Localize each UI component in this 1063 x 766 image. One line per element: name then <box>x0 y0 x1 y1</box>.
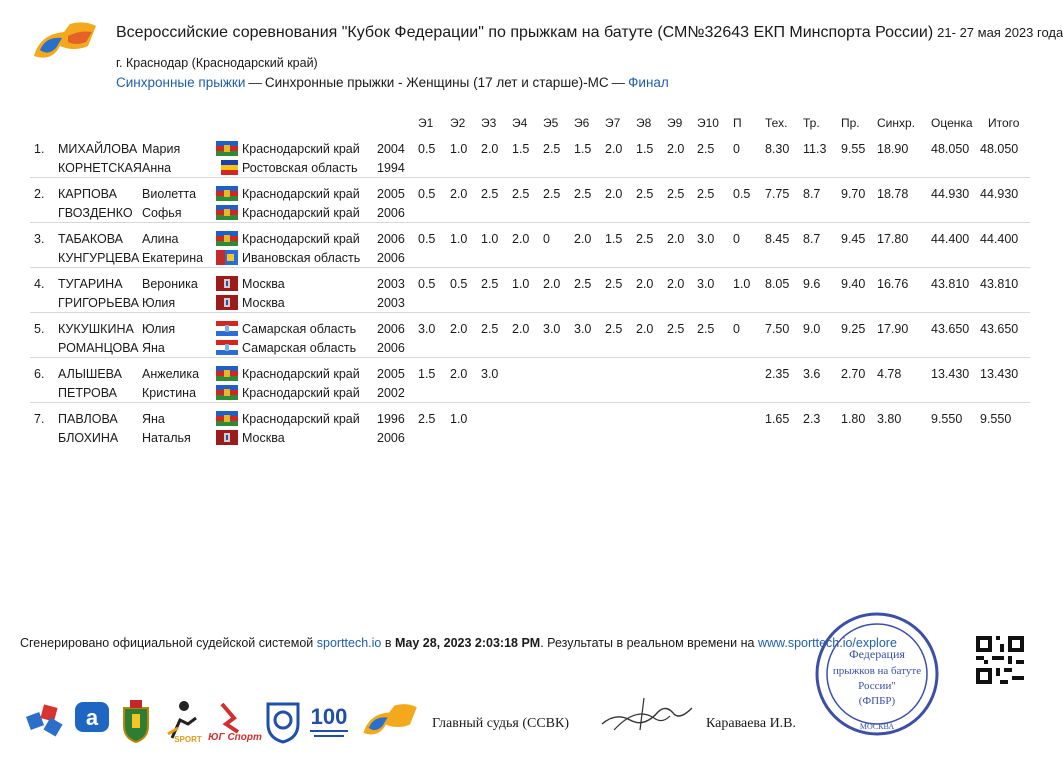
federation-logo-icon <box>30 16 102 68</box>
routine-score: 9.550 <box>931 412 963 426</box>
execution-score: 3.0 <box>543 322 561 336</box>
breadcrumb <box>116 75 669 90</box>
generated-timestamp: May 28, 2023 2:03:18 PM <box>394 636 541 650</box>
qr-code-icon[interactable] <box>976 636 1024 684</box>
synchronisation-score: 18.90 <box>877 142 909 156</box>
table-row[interactable] <box>30 272 1030 313</box>
yug-sport-text: ЮГ Спорт <box>208 732 262 743</box>
execution-score: 2.5 <box>697 322 715 336</box>
execution-score: 2.0 <box>512 232 530 246</box>
total-score: 9.550 <box>980 412 1012 426</box>
athlete-birth-year: 2003 <box>377 277 405 291</box>
execution-score: 2.0 <box>481 142 499 156</box>
displacement-score: 9.55 <box>841 142 866 156</box>
athlete-birth-year: 2006 <box>377 232 405 246</box>
region-flag-icon <box>216 385 238 400</box>
difficulty-score: 2.35 <box>765 367 790 381</box>
execution-score: 2.0 <box>667 142 685 156</box>
execution-score: 0.5 <box>418 142 436 156</box>
athlete-birth-year: 2006 <box>377 431 405 445</box>
table-row[interactable] <box>30 182 1030 223</box>
routine-score: 43.810 <box>931 277 970 291</box>
athlete-firstname: Яна <box>142 412 165 426</box>
execution-score: 2.5 <box>543 187 561 201</box>
region-flag-icon <box>216 160 238 175</box>
routine-score: 44.930 <box>931 187 970 201</box>
execution-score: 2.5 <box>636 187 654 201</box>
breadcrumb-final-link[interactable]: Финал <box>628 75 669 90</box>
athlete-lastname: КУКУШКИНА <box>58 322 134 336</box>
execution-score: 0 <box>543 232 550 246</box>
stamp-line: Федерация <box>849 647 905 661</box>
execution-score: 2.5 <box>667 322 685 336</box>
table-row[interactable] <box>30 407 1030 447</box>
execution-score: 2.0 <box>450 322 468 336</box>
minsport-100-text: 100 <box>310 704 348 729</box>
stamp-line: прыжков на батуте <box>832 665 922 677</box>
execution-score: 2.5 <box>605 277 623 291</box>
execution-score: 2.5 <box>512 187 530 201</box>
synchronisation-score: 17.90 <box>877 322 909 336</box>
table-row[interactable] <box>30 137 1030 178</box>
execution-score: 2.0 <box>667 277 685 291</box>
breadcrumb-discipline-link[interactable]: Синхронные прыжки <box>116 75 246 90</box>
routine-score: 43.650 <box>931 322 970 336</box>
execution-score: 2.0 <box>605 187 623 201</box>
execution-score: 0.5 <box>450 277 468 291</box>
athlete-lastname: КОРНЕТСКАЯ <box>58 161 142 175</box>
column-header: Тех. <box>765 116 788 130</box>
time-of-flight-score: 9.0 <box>803 322 821 336</box>
routine-score: 48.050 <box>931 142 970 156</box>
athlete-firstname: Виолетта <box>142 187 197 201</box>
athlete-birth-year: 2006 <box>377 206 405 220</box>
execution-score: 0.5 <box>418 232 436 246</box>
execution-score: 3.0 <box>481 367 499 381</box>
athlete-firstname: Наталья <box>142 431 191 445</box>
athlete-region: Краснодарский край <box>242 412 360 426</box>
athlete-birth-year: 2004 <box>377 142 405 156</box>
athlete-lastname: РОМАНЦОВА <box>58 341 139 355</box>
region-flag-icon <box>216 186 238 201</box>
yug-sport-logo-icon <box>208 698 262 744</box>
place-number: 3. <box>34 232 45 246</box>
synchronisation-score: 3.80 <box>877 412 902 426</box>
penalty-score: 0.5 <box>733 187 751 201</box>
region-flag-icon <box>216 276 238 291</box>
execution-score: 2.5 <box>605 322 623 336</box>
displacement-score: 1.80 <box>841 412 866 426</box>
execution-score: 3.0 <box>418 322 436 336</box>
krasnodar-coat-icon <box>116 698 156 744</box>
region-flag-icon <box>216 231 238 246</box>
execution-score: 2.0 <box>512 322 530 336</box>
region-flag-icon <box>216 430 238 445</box>
displacement-score: 2.70 <box>841 367 866 381</box>
displacement-score: 9.45 <box>841 232 866 246</box>
place-number: 1. <box>34 142 45 156</box>
place-number: 2. <box>34 187 45 201</box>
athlete-lastname: БЛОХИНА <box>58 431 119 445</box>
difficulty-score: 7.50 <box>765 322 790 336</box>
athlete-lastname: КАРПОВА <box>58 187 117 201</box>
federation-stamp-icon <box>812 598 942 746</box>
execution-score: 1.0 <box>450 142 468 156</box>
column-header: Э7 <box>605 116 621 130</box>
execution-score: 2.5 <box>574 277 592 291</box>
difficulty-score: 1.65 <box>765 412 790 426</box>
athlete-lastname: МИХАЙЛОВА <box>58 142 138 156</box>
athlete-birth-year: 2002 <box>377 386 405 400</box>
time-of-flight-score: 11.3 <box>803 142 827 156</box>
chief-judge-label: Главный судья (ССВК) <box>432 716 570 731</box>
athlete-lastname: ГВОЗДЕНКО <box>58 206 133 220</box>
column-header: Э8 <box>636 116 652 130</box>
synchronisation-score: 16.76 <box>877 277 909 291</box>
stamp-line: (ФПБР) <box>858 695 896 707</box>
column-header: Э2 <box>450 116 466 130</box>
athlete-firstname: Юлия <box>142 296 176 310</box>
execution-score: 1.5 <box>418 367 436 381</box>
athlete-region: Ивановская область <box>242 251 361 265</box>
athlete-region: Самарская область <box>242 341 357 355</box>
execution-score: 2.0 <box>636 322 654 336</box>
execution-score: 2.5 <box>481 187 499 201</box>
sport-logo-text: SPORT <box>174 735 202 744</box>
footer-text: в <box>381 636 395 650</box>
region-flag-icon <box>216 250 238 265</box>
athlete-region: Краснодарский край <box>242 142 360 156</box>
event-dates: 21- 27 мая 2023 года <box>937 25 1063 40</box>
execution-score: 2.5 <box>543 142 561 156</box>
place-number: 7. <box>34 412 45 426</box>
region-flag-icon <box>216 141 238 156</box>
difficulty-score: 7.75 <box>765 187 790 201</box>
region-flag-icon <box>216 340 238 355</box>
total-score: 48.050 <box>980 142 1019 156</box>
difficulty-score: 8.45 <box>765 232 790 246</box>
execution-score: 2.5 <box>636 232 654 246</box>
penalty-score: 1.0 <box>733 277 751 291</box>
footer-text: Сгенерировано официальной судейской системой <box>20 636 317 650</box>
svg-text:a: a <box>85 705 99 730</box>
athlete-firstname: Алина <box>142 232 179 246</box>
execution-score: 3.0 <box>574 322 592 336</box>
athlete-region: Москва <box>242 296 285 310</box>
execution-score: 1.0 <box>512 277 530 291</box>
chief-judge-name: Караваева И.В. <box>706 716 797 731</box>
page-title <box>116 24 1063 42</box>
column-header: Э3 <box>481 116 497 130</box>
region-flag-icon <box>216 205 238 220</box>
execution-score: 2.5 <box>667 187 685 201</box>
sporttech-link[interactable]: sporttech.io <box>316 636 382 650</box>
execution-score: 3.0 <box>697 232 715 246</box>
athlete-lastname: ТУГАРИНА <box>58 277 123 291</box>
athlete-firstname: Мария <box>142 142 181 156</box>
athlete-birth-year: 2005 <box>377 187 405 201</box>
athlete-birth-year: 2003 <box>377 296 405 310</box>
athlete-birth-year: 2006 <box>377 251 405 265</box>
total-score: 43.810 <box>980 277 1019 291</box>
column-header: Э10 <box>697 116 719 130</box>
footer-text: . Результаты в реальном времени на <box>540 636 758 650</box>
athlete-region: Самарская область <box>242 322 357 336</box>
table-row[interactable] <box>30 317 1030 358</box>
athlete-region: Москва <box>242 277 285 291</box>
displacement-score: 9.25 <box>841 322 866 336</box>
breadcrumb-category: Синхронные прыжки - Женщины (17 лет и старше)-МС <box>264 75 609 90</box>
execution-score: 1.0 <box>450 412 468 426</box>
shield-logo-icon <box>264 698 302 744</box>
execution-score: 1.5 <box>574 142 592 156</box>
breadcrumb-separator: — <box>611 75 626 90</box>
athlete-lastname: ПЕТРОВА <box>58 386 118 400</box>
athlete-region: Ростовская область <box>242 161 358 175</box>
time-of-flight-score: 8.7 <box>803 187 821 201</box>
execution-score: 2.5 <box>481 277 499 291</box>
time-of-flight-score: 3.6 <box>803 367 821 381</box>
athlete-birth-year: 2005 <box>377 367 405 381</box>
execution-score: 2.5 <box>697 142 715 156</box>
footer-generated-note <box>20 636 897 650</box>
federation-logo-small-icon <box>360 698 422 744</box>
execution-score: 2.0 <box>450 187 468 201</box>
routine-score: 44.400 <box>931 232 970 246</box>
synchronisation-score: 17.80 <box>877 232 909 246</box>
time-of-flight-score: 2.3 <box>803 412 821 426</box>
displacement-score: 9.70 <box>841 187 866 201</box>
signature-icon <box>596 690 696 736</box>
penalty-score: 0 <box>733 232 740 246</box>
execution-score: 1.5 <box>605 232 623 246</box>
event-title: Всероссийские соревнования "Кубок Федерации" по прыжкам на батуте (СМ№32643 ЕКП Минспорта России) <box>116 24 934 41</box>
athlete-lastname: АЛЫШЕВА <box>58 367 122 381</box>
athlete-lastname: ТАБАКОВА <box>58 232 123 246</box>
execution-score: 2.0 <box>636 277 654 291</box>
execution-score: 1.0 <box>481 232 499 246</box>
time-of-flight-score: 9.6 <box>803 277 821 291</box>
column-header: Тр. <box>803 116 820 130</box>
stamp-line: России" <box>858 680 896 692</box>
penalty-score: 0 <box>733 322 740 336</box>
athlete-lastname: ГРИГОРЬЕВА <box>58 296 140 310</box>
athlete-region: Краснодарский край <box>242 232 360 246</box>
breadcrumb-separator: — <box>248 75 262 90</box>
event-city: г. Краснодар (Краснодарский край) <box>116 56 318 70</box>
execution-score: 2.5 <box>481 322 499 336</box>
execution-score: 1.0 <box>450 232 468 246</box>
execution-score: 2.0 <box>605 142 623 156</box>
column-header: Пр. <box>841 116 860 130</box>
total-score: 44.930 <box>980 187 1019 201</box>
athlete-region: Москва <box>242 431 285 445</box>
execution-score: 0.5 <box>418 187 436 201</box>
execution-score: 1.5 <box>636 142 654 156</box>
stamp-line: МОСКВА <box>859 722 895 731</box>
place-number: 5. <box>34 322 45 336</box>
athlete-birth-year: 2006 <box>377 341 405 355</box>
table-row[interactable] <box>30 227 1030 268</box>
athlete-firstname: Вероника <box>142 277 198 291</box>
athlete-firstname: Анна <box>142 161 172 175</box>
column-header: Э6 <box>574 116 590 130</box>
table-row[interactable] <box>30 362 1030 403</box>
region-flag-icon <box>216 411 238 426</box>
execution-score: 2.0 <box>574 232 592 246</box>
execution-score: 3.0 <box>697 277 715 291</box>
athlete-lastname: КУНГУРЦЕВА <box>58 251 140 265</box>
routine-score: 13.430 <box>931 367 970 381</box>
execution-score: 2.0 <box>450 367 468 381</box>
athlete-lastname: ПАВЛОВА <box>58 412 118 426</box>
execution-score: 0.5 <box>418 277 436 291</box>
region-flag-icon <box>216 321 238 336</box>
region-flag-icon <box>216 366 238 381</box>
column-header: Э1 <box>418 116 434 130</box>
place-number: 6. <box>34 367 45 381</box>
execution-score: 2.5 <box>697 187 715 201</box>
displacement-score: 9.40 <box>841 277 866 291</box>
difficulty-score: 8.30 <box>765 142 790 156</box>
minsport-100-logo-icon <box>304 698 354 744</box>
sport-runner-logo-icon <box>158 698 204 744</box>
column-header: Синхр. <box>877 116 916 130</box>
execution-score: 1.5 <box>512 142 530 156</box>
execution-score: 2.5 <box>418 412 436 426</box>
athlete-birth-year: 2006 <box>377 322 405 336</box>
execution-score: 2.0 <box>667 232 685 246</box>
sporttech-logo-icon <box>24 698 68 744</box>
region-flag-icon <box>216 295 238 310</box>
column-header: Э9 <box>667 116 683 130</box>
total-score: 43.650 <box>980 322 1019 336</box>
athlete-firstname: Яна <box>142 341 165 355</box>
athlete-birth-year: 1994 <box>377 161 405 175</box>
athlete-birth-year: 1996 <box>377 412 405 426</box>
synchronisation-score: 4.78 <box>877 367 902 381</box>
difficulty-score: 8.05 <box>765 277 790 291</box>
athlete-firstname: Софья <box>142 206 182 220</box>
athlete-firstname: Кристина <box>142 386 197 400</box>
athlete-firstname: Юлия <box>142 322 176 336</box>
execution-score: 2.5 <box>574 187 592 201</box>
column-header: Оценка <box>931 116 973 130</box>
column-header: П <box>733 116 742 130</box>
column-header: Итого <box>988 116 1020 130</box>
a-logo-icon <box>72 698 112 744</box>
athlete-region: Краснодарский край <box>242 367 360 381</box>
athlete-firstname: Екатерина <box>142 251 204 265</box>
results-table-header <box>0 116 1050 132</box>
penalty-score: 0 <box>733 142 740 156</box>
live-results-link[interactable]: www.sporttech.io/explore <box>757 636 897 650</box>
place-number: 4. <box>34 277 45 291</box>
athlete-region: Краснодарский край <box>242 206 360 220</box>
time-of-flight-score: 8.7 <box>803 232 821 246</box>
total-score: 44.400 <box>980 232 1019 246</box>
athlete-region: Краснодарский край <box>242 386 360 400</box>
execution-score: 2.0 <box>543 277 561 291</box>
total-score: 13.430 <box>980 367 1019 381</box>
athlete-firstname: Анжелика <box>142 367 200 381</box>
column-header: Э4 <box>512 116 528 130</box>
column-header: Э5 <box>543 116 559 130</box>
athlete-region: Краснодарский край <box>242 187 360 201</box>
synchronisation-score: 18.78 <box>877 187 909 201</box>
